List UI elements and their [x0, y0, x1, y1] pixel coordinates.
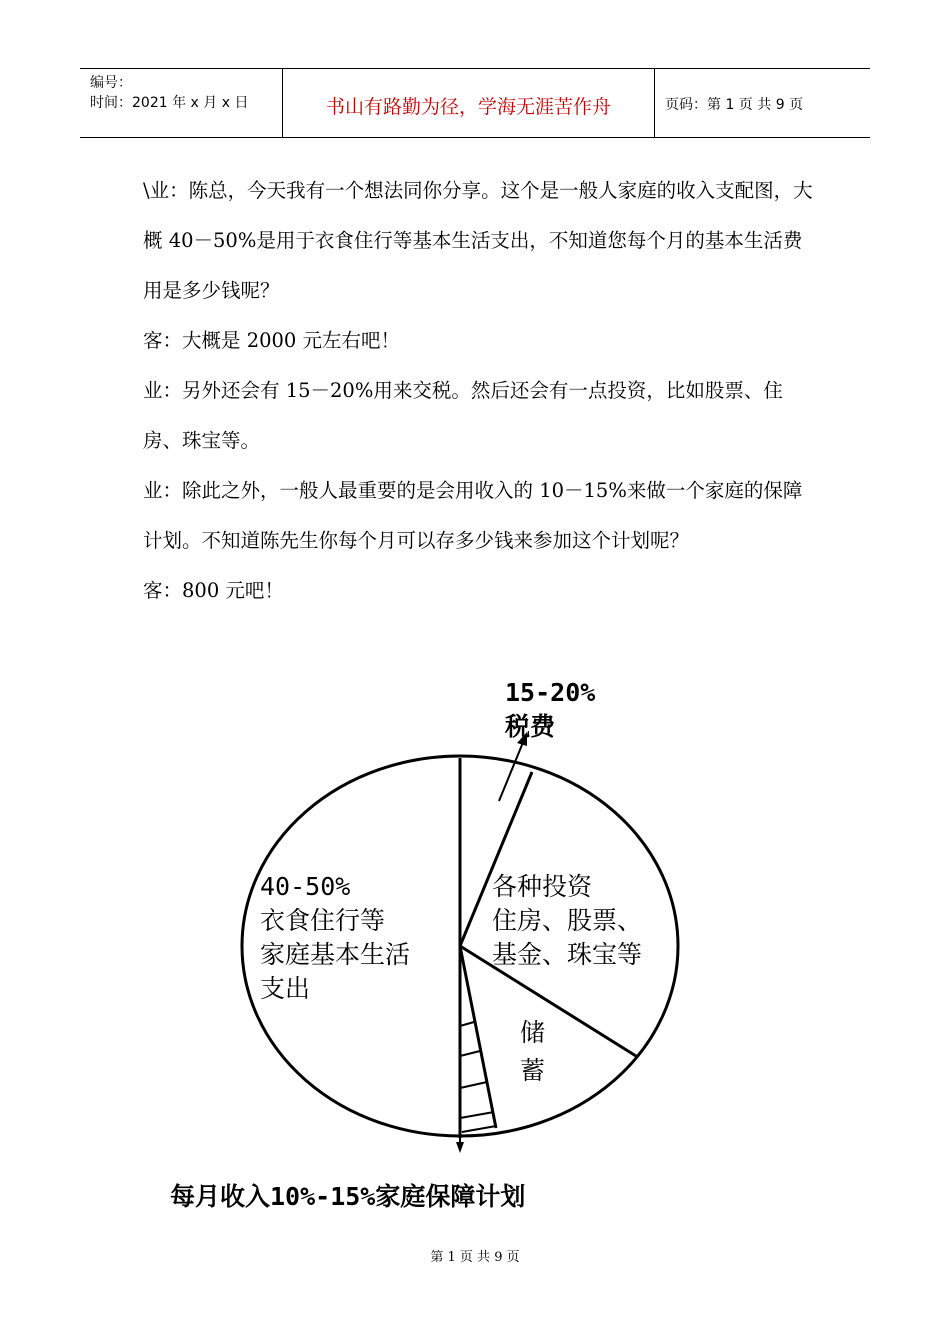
header-page-cell	[655, 69, 870, 137]
dialogue-paragraph: \业：陈总，今天我有一个想法同你分享。这个是一般人家庭的收入支配图，大概 40－50%是用于衣食住行等基本生活支出，不知道您每个月的基本生活费用是多少钱呢？	[143, 179, 813, 302]
page-header	[80, 68, 870, 138]
tax-label: 税费	[505, 712, 556, 741]
header-motto-cell	[282, 69, 655, 137]
hatch-line	[462, 1126, 496, 1132]
diagram-caption: 每月收入10%-15%家庭保障计划	[170, 1182, 526, 1211]
tax-percent: 15-20%	[505, 678, 596, 707]
dialogue-body	[143, 166, 813, 616]
dialogue-paragraph: 业：另外还会有 15－20%用来交税。然后还会有一点投资，比如股票、住房、珠宝等。	[143, 379, 783, 452]
motto: 书山有路勤为径，学海无涯苦作舟	[325, 96, 611, 118]
investment-label-1: 各种投资	[492, 872, 593, 901]
savings-label-1: 储	[520, 1018, 546, 1047]
living-label-1: 衣食住行等	[260, 906, 386, 935]
divider-savings	[460, 946, 496, 1128]
living-percent: 40-50%	[260, 872, 351, 901]
hatch-line	[460, 1112, 494, 1118]
header-meta	[80, 69, 282, 137]
living-label-2: 家庭基本生活	[260, 940, 411, 969]
bottom-arrowhead	[456, 1142, 464, 1153]
hatch-line	[460, 1082, 487, 1088]
page-info: 页码：第 1 页 共 9 页	[665, 97, 804, 113]
pie-chart-svg	[0, 660, 950, 1220]
dialogue-paragraph: 业：除此之外，一般人最重要的是会用收入的 10－15%来做一个家庭的保障计划。不知道陈先生你每个月可以存多少钱来参加这个计划呢？	[143, 479, 803, 552]
investment-label-3: 基金、珠宝等	[492, 940, 643, 969]
dialogue-paragraph: 客：大概是 2000 元左右吧！	[143, 329, 401, 352]
living-label-3: 支出	[260, 974, 311, 1003]
hatch-line	[460, 1051, 480, 1056]
page-footer: 第 1 页 共 9 页	[430, 1250, 520, 1265]
tax-arrow-shaft	[499, 740, 524, 801]
investment-label-2: 住房、股票、	[492, 906, 643, 935]
hatch-line	[460, 1022, 474, 1026]
income-allocation-diagram	[0, 660, 950, 1220]
number-label: 编号：	[90, 75, 132, 91]
dialogue-paragraph: 客：800 元吧！	[143, 579, 284, 602]
time-label: 时间：2021 年 x 月 x 日	[90, 95, 249, 111]
savings-label-2: 蓄	[520, 1056, 546, 1085]
